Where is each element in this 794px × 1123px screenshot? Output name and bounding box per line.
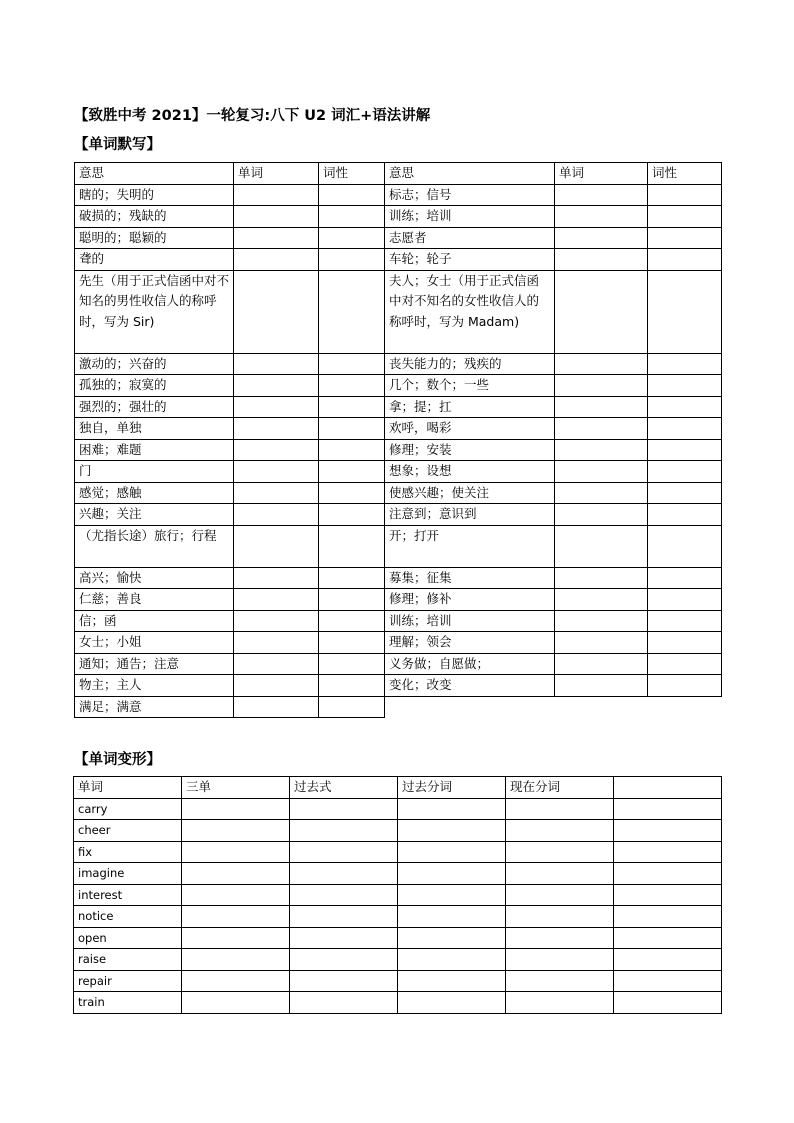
form-answer-cell[interactable] — [290, 949, 398, 971]
table-row — [385, 439, 722, 461]
word-answer-cell[interactable] — [234, 353, 319, 375]
pos-answer-cell[interactable] — [319, 461, 385, 483]
form-answer-cell[interactable] — [398, 820, 506, 842]
table-row — [385, 418, 722, 440]
form-word-cell: notice — [74, 906, 182, 928]
form-answer-cell[interactable] — [182, 927, 290, 949]
vocab-header-cell: 单词 — [234, 163, 319, 185]
form-answer-cell[interactable] — [614, 949, 722, 971]
table-row — [385, 653, 722, 675]
word-answer-cell[interactable] — [234, 567, 319, 589]
word-answer-cell[interactable] — [555, 396, 648, 418]
word-answer-cell[interactable] — [234, 227, 319, 249]
table-row — [385, 227, 722, 249]
vocab-header-cell: 词性 — [319, 163, 385, 185]
form-answer-cell[interactable] — [614, 841, 722, 863]
table-row — [75, 206, 385, 228]
vocab-header-cell: 意思 — [385, 163, 555, 185]
forms-header: 现在分词 — [506, 777, 614, 799]
table-row — [75, 589, 385, 611]
form-answer-cell[interactable] — [290, 970, 398, 992]
word-answer-cell[interactable] — [234, 206, 319, 228]
meaning-cell: 标志；信号 — [385, 184, 555, 206]
word-answer-cell[interactable] — [555, 589, 648, 611]
table-row — [75, 675, 385, 697]
pos-answer-cell[interactable] — [648, 525, 722, 567]
pos-answer-cell[interactable] — [319, 418, 385, 440]
form-answer-cell[interactable] — [182, 949, 290, 971]
pos-answer-cell[interactable] — [319, 632, 385, 654]
form-answer-cell[interactable] — [398, 798, 506, 820]
word-answer-cell[interactable] — [555, 270, 648, 353]
pos-answer-cell[interactable] — [648, 375, 722, 397]
form-answer-cell[interactable] — [614, 927, 722, 949]
table-row — [75, 504, 385, 526]
form-answer-cell[interactable] — [506, 841, 614, 863]
form-answer-cell[interactable] — [290, 798, 398, 820]
table-row — [75, 353, 385, 375]
table-row — [385, 589, 722, 611]
form-answer-cell[interactable] — [506, 992, 614, 1014]
form-word-cell: open — [74, 927, 182, 949]
meaning-cell: 义务做；自愿做； — [385, 653, 555, 675]
meaning-cell: 训练；培训 — [385, 206, 555, 228]
meaning-cell: 聋的 — [75, 249, 234, 271]
meaning-cell: 欢呼，喝彩 — [385, 418, 555, 440]
form-answer-cell[interactable] — [182, 820, 290, 842]
table-row — [385, 353, 722, 375]
table-row — [75, 249, 385, 271]
form-word-cell: cheer — [74, 820, 182, 842]
pos-answer-cell[interactable] — [319, 675, 385, 697]
table-row — [75, 632, 385, 654]
pos-answer-cell[interactable] — [319, 206, 385, 228]
meaning-cell: 感觉；感触 — [75, 482, 234, 504]
pos-answer-cell[interactable] — [648, 270, 722, 353]
meaning-cell: 信；函 — [75, 610, 234, 632]
word-answer-cell[interactable] — [234, 653, 319, 675]
table-row — [385, 184, 722, 206]
form-answer-cell[interactable] — [182, 841, 290, 863]
form-answer-cell[interactable] — [614, 884, 722, 906]
table-row — [74, 970, 722, 992]
meaning-cell: 志愿者 — [385, 227, 555, 249]
meaning-cell: 先生（用于正式信函中对不知名的男性收信人的称呼时，写为 Sir) — [75, 270, 234, 353]
vocab-header-row — [75, 163, 385, 185]
form-answer-cell[interactable] — [398, 884, 506, 906]
meaning-cell: 孤独的；寂寞的 — [75, 375, 234, 397]
section-heading-dictation: 【单词默写】 — [74, 137, 161, 153]
table-row — [385, 461, 722, 483]
word-answer-cell[interactable] — [234, 482, 319, 504]
meaning-cell: 募集；征集 — [385, 567, 555, 589]
form-answer-cell[interactable] — [398, 970, 506, 992]
word-answer-cell[interactable] — [555, 653, 648, 675]
pos-answer-cell[interactable] — [648, 504, 722, 526]
table-row — [75, 482, 385, 504]
word-answer-cell[interactable] — [234, 610, 319, 632]
form-answer-cell[interactable] — [506, 927, 614, 949]
pos-answer-cell[interactable] — [319, 525, 385, 567]
pos-answer-cell[interactable] — [648, 206, 722, 228]
word-answer-cell[interactable] — [234, 270, 319, 353]
word-answer-cell[interactable] — [234, 504, 319, 526]
table-row — [385, 375, 722, 397]
form-answer-cell[interactable] — [398, 906, 506, 928]
form-answer-cell[interactable] — [290, 863, 398, 885]
meaning-cell: 高兴；愉快 — [75, 567, 234, 589]
table-row — [74, 992, 722, 1014]
table-row — [75, 567, 385, 589]
word-answer-cell[interactable] — [555, 418, 648, 440]
meaning-cell: 困难；难题 — [75, 439, 234, 461]
form-answer-cell[interactable] — [182, 906, 290, 928]
word-answer-cell[interactable] — [555, 439, 648, 461]
word-answer-cell[interactable] — [555, 610, 648, 632]
word-answer-cell[interactable] — [555, 504, 648, 526]
word-answer-cell[interactable] — [234, 249, 319, 271]
table-row — [385, 206, 722, 228]
word-answer-cell[interactable] — [234, 396, 319, 418]
table-row — [385, 396, 722, 418]
pos-answer-cell[interactable] — [648, 439, 722, 461]
forms-header: 单词 — [74, 777, 182, 799]
pos-answer-cell[interactable] — [648, 249, 722, 271]
pos-answer-cell[interactable] — [648, 610, 722, 632]
word-answer-cell[interactable] — [555, 525, 648, 567]
vocab-header-cell: 词性 — [648, 163, 722, 185]
meaning-cell: 想象；设想 — [385, 461, 555, 483]
table-row — [75, 184, 385, 206]
table-row — [385, 270, 722, 353]
table-row — [75, 270, 385, 353]
form-answer-cell[interactable] — [290, 927, 398, 949]
table-row — [75, 396, 385, 418]
pos-answer-cell[interactable] — [319, 353, 385, 375]
table-row — [385, 567, 722, 589]
meaning-cell: 强烈的；强壮的 — [75, 396, 234, 418]
form-word-cell: raise — [74, 949, 182, 971]
meaning-cell: 破损的；残缺的 — [75, 206, 234, 228]
meaning-cell: 通知；通告；注意 — [75, 653, 234, 675]
section-heading-word-forms: 【单词变形】 — [74, 752, 161, 768]
form-answer-cell[interactable] — [614, 906, 722, 928]
pos-answer-cell[interactable] — [648, 632, 722, 654]
table-row — [75, 461, 385, 483]
table-row — [385, 632, 722, 654]
word-answer-cell[interactable] — [555, 184, 648, 206]
word-answer-cell[interactable] — [234, 439, 319, 461]
table-row — [75, 653, 385, 675]
form-answer-cell[interactable] — [290, 906, 398, 928]
form-answer-cell[interactable] — [290, 820, 398, 842]
pos-answer-cell[interactable] — [319, 227, 385, 249]
form-answer-cell[interactable] — [614, 863, 722, 885]
table-row — [74, 927, 722, 949]
form-word-cell: interest — [74, 884, 182, 906]
table-row — [75, 525, 385, 567]
meaning-cell: 满足；满意 — [75, 696, 234, 718]
pos-answer-cell[interactable] — [319, 653, 385, 675]
word-answer-cell[interactable] — [234, 589, 319, 611]
word-answer-cell[interactable] — [234, 632, 319, 654]
table-row — [74, 863, 722, 885]
table-row — [385, 482, 722, 504]
form-answer-cell[interactable] — [506, 949, 614, 971]
vocab-header-cell: 意思 — [75, 163, 234, 185]
form-answer-cell[interactable] — [182, 863, 290, 885]
form-answer-cell[interactable] — [290, 884, 398, 906]
pos-answer-cell[interactable] — [319, 504, 385, 526]
word-answer-cell[interactable] — [555, 249, 648, 271]
meaning-cell: 使感兴趣；使关注 — [385, 482, 555, 504]
pos-answer-cell[interactable] — [648, 353, 722, 375]
table-row — [75, 610, 385, 632]
form-answer-cell[interactable] — [182, 798, 290, 820]
vocab-header-row — [385, 163, 722, 185]
table-row — [74, 820, 722, 842]
form-answer-cell[interactable] — [398, 927, 506, 949]
pos-answer-cell[interactable] — [319, 184, 385, 206]
word-answer-cell[interactable] — [234, 418, 319, 440]
form-answer-cell[interactable] — [398, 949, 506, 971]
word-answer-cell[interactable] — [555, 227, 648, 249]
form-answer-cell[interactable] — [182, 992, 290, 1014]
form-answer-cell[interactable] — [506, 970, 614, 992]
pos-answer-cell[interactable] — [319, 249, 385, 271]
pos-answer-cell[interactable] — [319, 696, 385, 718]
meaning-cell: 修理；修补 — [385, 589, 555, 611]
table-row — [385, 675, 722, 697]
form-answer-cell[interactable] — [506, 820, 614, 842]
word-answer-cell[interactable] — [234, 696, 319, 718]
meaning-cell: 瞎的；失明的 — [75, 184, 234, 206]
pos-answer-cell[interactable] — [319, 482, 385, 504]
pos-answer-cell[interactable] — [648, 396, 722, 418]
meaning-cell: 门 — [75, 461, 234, 483]
pos-answer-cell[interactable] — [319, 439, 385, 461]
form-answer-cell[interactable] — [506, 798, 614, 820]
word-answer-cell[interactable] — [555, 461, 648, 483]
meaning-cell: （尤指长途）旅行；行程 — [75, 525, 234, 567]
form-word-cell: repair — [74, 970, 182, 992]
meaning-cell: 聪明的；聪颖的 — [75, 227, 234, 249]
table-row — [74, 906, 722, 928]
forms-header: 过去分词 — [398, 777, 506, 799]
word-answer-cell[interactable] — [555, 353, 648, 375]
table-row — [74, 884, 722, 906]
pos-answer-cell[interactable] — [648, 567, 722, 589]
meaning-cell: 几个；数个；一些 — [385, 375, 555, 397]
form-answer-cell[interactable] — [290, 841, 398, 863]
pos-answer-cell[interactable] — [319, 396, 385, 418]
table-row — [75, 375, 385, 397]
pos-answer-cell[interactable] — [319, 270, 385, 353]
vocab-header-cell: 单词 — [555, 163, 648, 185]
form-answer-cell[interactable] — [614, 970, 722, 992]
form-answer-cell[interactable] — [182, 970, 290, 992]
table-row — [74, 949, 722, 971]
form-answer-cell[interactable] — [290, 992, 398, 1014]
page-title: 【致胜中考 2021】一轮复习:八下 U2 词汇+语法讲解 — [74, 108, 431, 124]
forms-header: 三单 — [182, 777, 290, 799]
pos-answer-cell[interactable] — [648, 227, 722, 249]
form-answer-cell[interactable] — [506, 884, 614, 906]
pos-answer-cell[interactable] — [648, 653, 722, 675]
table-row — [385, 525, 722, 567]
pos-answer-cell[interactable] — [648, 461, 722, 483]
meaning-cell: 物主；主人 — [75, 675, 234, 697]
pos-answer-cell[interactable] — [319, 610, 385, 632]
table-row — [75, 227, 385, 249]
form-word-cell: carry — [74, 798, 182, 820]
pos-answer-cell[interactable] — [319, 589, 385, 611]
form-answer-cell[interactable] — [506, 863, 614, 885]
table-row — [385, 249, 722, 271]
meaning-cell: 兴趣；关注 — [75, 504, 234, 526]
table-row — [74, 798, 722, 820]
meaning-cell: 车轮；轮子 — [385, 249, 555, 271]
form-word-cell: imagine — [74, 863, 182, 885]
forms-header: 过去式 — [290, 777, 398, 799]
meaning-cell: 理解；领会 — [385, 632, 555, 654]
meaning-cell: 开；打开 — [385, 525, 555, 567]
meaning-cell: 变化；改变 — [385, 675, 555, 697]
form-answer-cell[interactable] — [398, 841, 506, 863]
table-row — [75, 439, 385, 461]
vocab-table-left — [74, 162, 385, 718]
forms-header — [614, 777, 722, 799]
pos-answer-cell[interactable] — [648, 482, 722, 504]
meaning-cell: 注意到；意识到 — [385, 504, 555, 526]
table-row — [74, 841, 722, 863]
table-row — [385, 504, 722, 526]
form-word-cell: fix — [74, 841, 182, 863]
meaning-cell: 独自，单独 — [75, 418, 234, 440]
word-answer-cell[interactable] — [555, 375, 648, 397]
form-answer-cell[interactable] — [506, 906, 614, 928]
word-answer-cell[interactable] — [234, 525, 319, 567]
word-answer-cell[interactable] — [555, 632, 648, 654]
word-answer-cell[interactable] — [234, 461, 319, 483]
vocab-table-right — [384, 162, 722, 697]
word-answer-cell[interactable] — [234, 675, 319, 697]
form-answer-cell[interactable] — [614, 820, 722, 842]
word-forms-table — [73, 776, 722, 1014]
form-answer-cell[interactable] — [182, 884, 290, 906]
form-answer-cell[interactable] — [614, 992, 722, 1014]
meaning-cell: 激动的；兴奋的 — [75, 353, 234, 375]
word-answer-cell[interactable] — [555, 482, 648, 504]
pos-answer-cell[interactable] — [319, 567, 385, 589]
word-answer-cell[interactable] — [555, 206, 648, 228]
form-answer-cell[interactable] — [614, 798, 722, 820]
pos-answer-cell[interactable] — [648, 418, 722, 440]
meaning-cell: 丧失能力的；残疾的 — [385, 353, 555, 375]
table-row — [75, 696, 385, 718]
form-word-cell: train — [74, 992, 182, 1014]
form-answer-cell[interactable] — [398, 863, 506, 885]
pos-answer-cell[interactable] — [648, 675, 722, 697]
form-answer-cell[interactable] — [398, 992, 506, 1014]
meaning-cell: 夫人；女士（用于正式信函中对不知名的女性收信人的称呼时，写为 Madam) — [385, 270, 555, 353]
meaning-cell: 仁慈；善良 — [75, 589, 234, 611]
meaning-cell: 女士；小姐 — [75, 632, 234, 654]
meaning-cell: 修理；安装 — [385, 439, 555, 461]
table-row — [75, 418, 385, 440]
meaning-cell: 训练；培训 — [385, 610, 555, 632]
word-answer-cell[interactable] — [555, 675, 648, 697]
pos-answer-cell[interactable] — [648, 589, 722, 611]
word-answer-cell[interactable] — [234, 184, 319, 206]
pos-answer-cell[interactable] — [648, 184, 722, 206]
pos-answer-cell[interactable] — [319, 375, 385, 397]
word-answer-cell[interactable] — [234, 375, 319, 397]
table-row — [385, 610, 722, 632]
meaning-cell: 拿；提；扛 — [385, 396, 555, 418]
word-answer-cell[interactable] — [555, 567, 648, 589]
